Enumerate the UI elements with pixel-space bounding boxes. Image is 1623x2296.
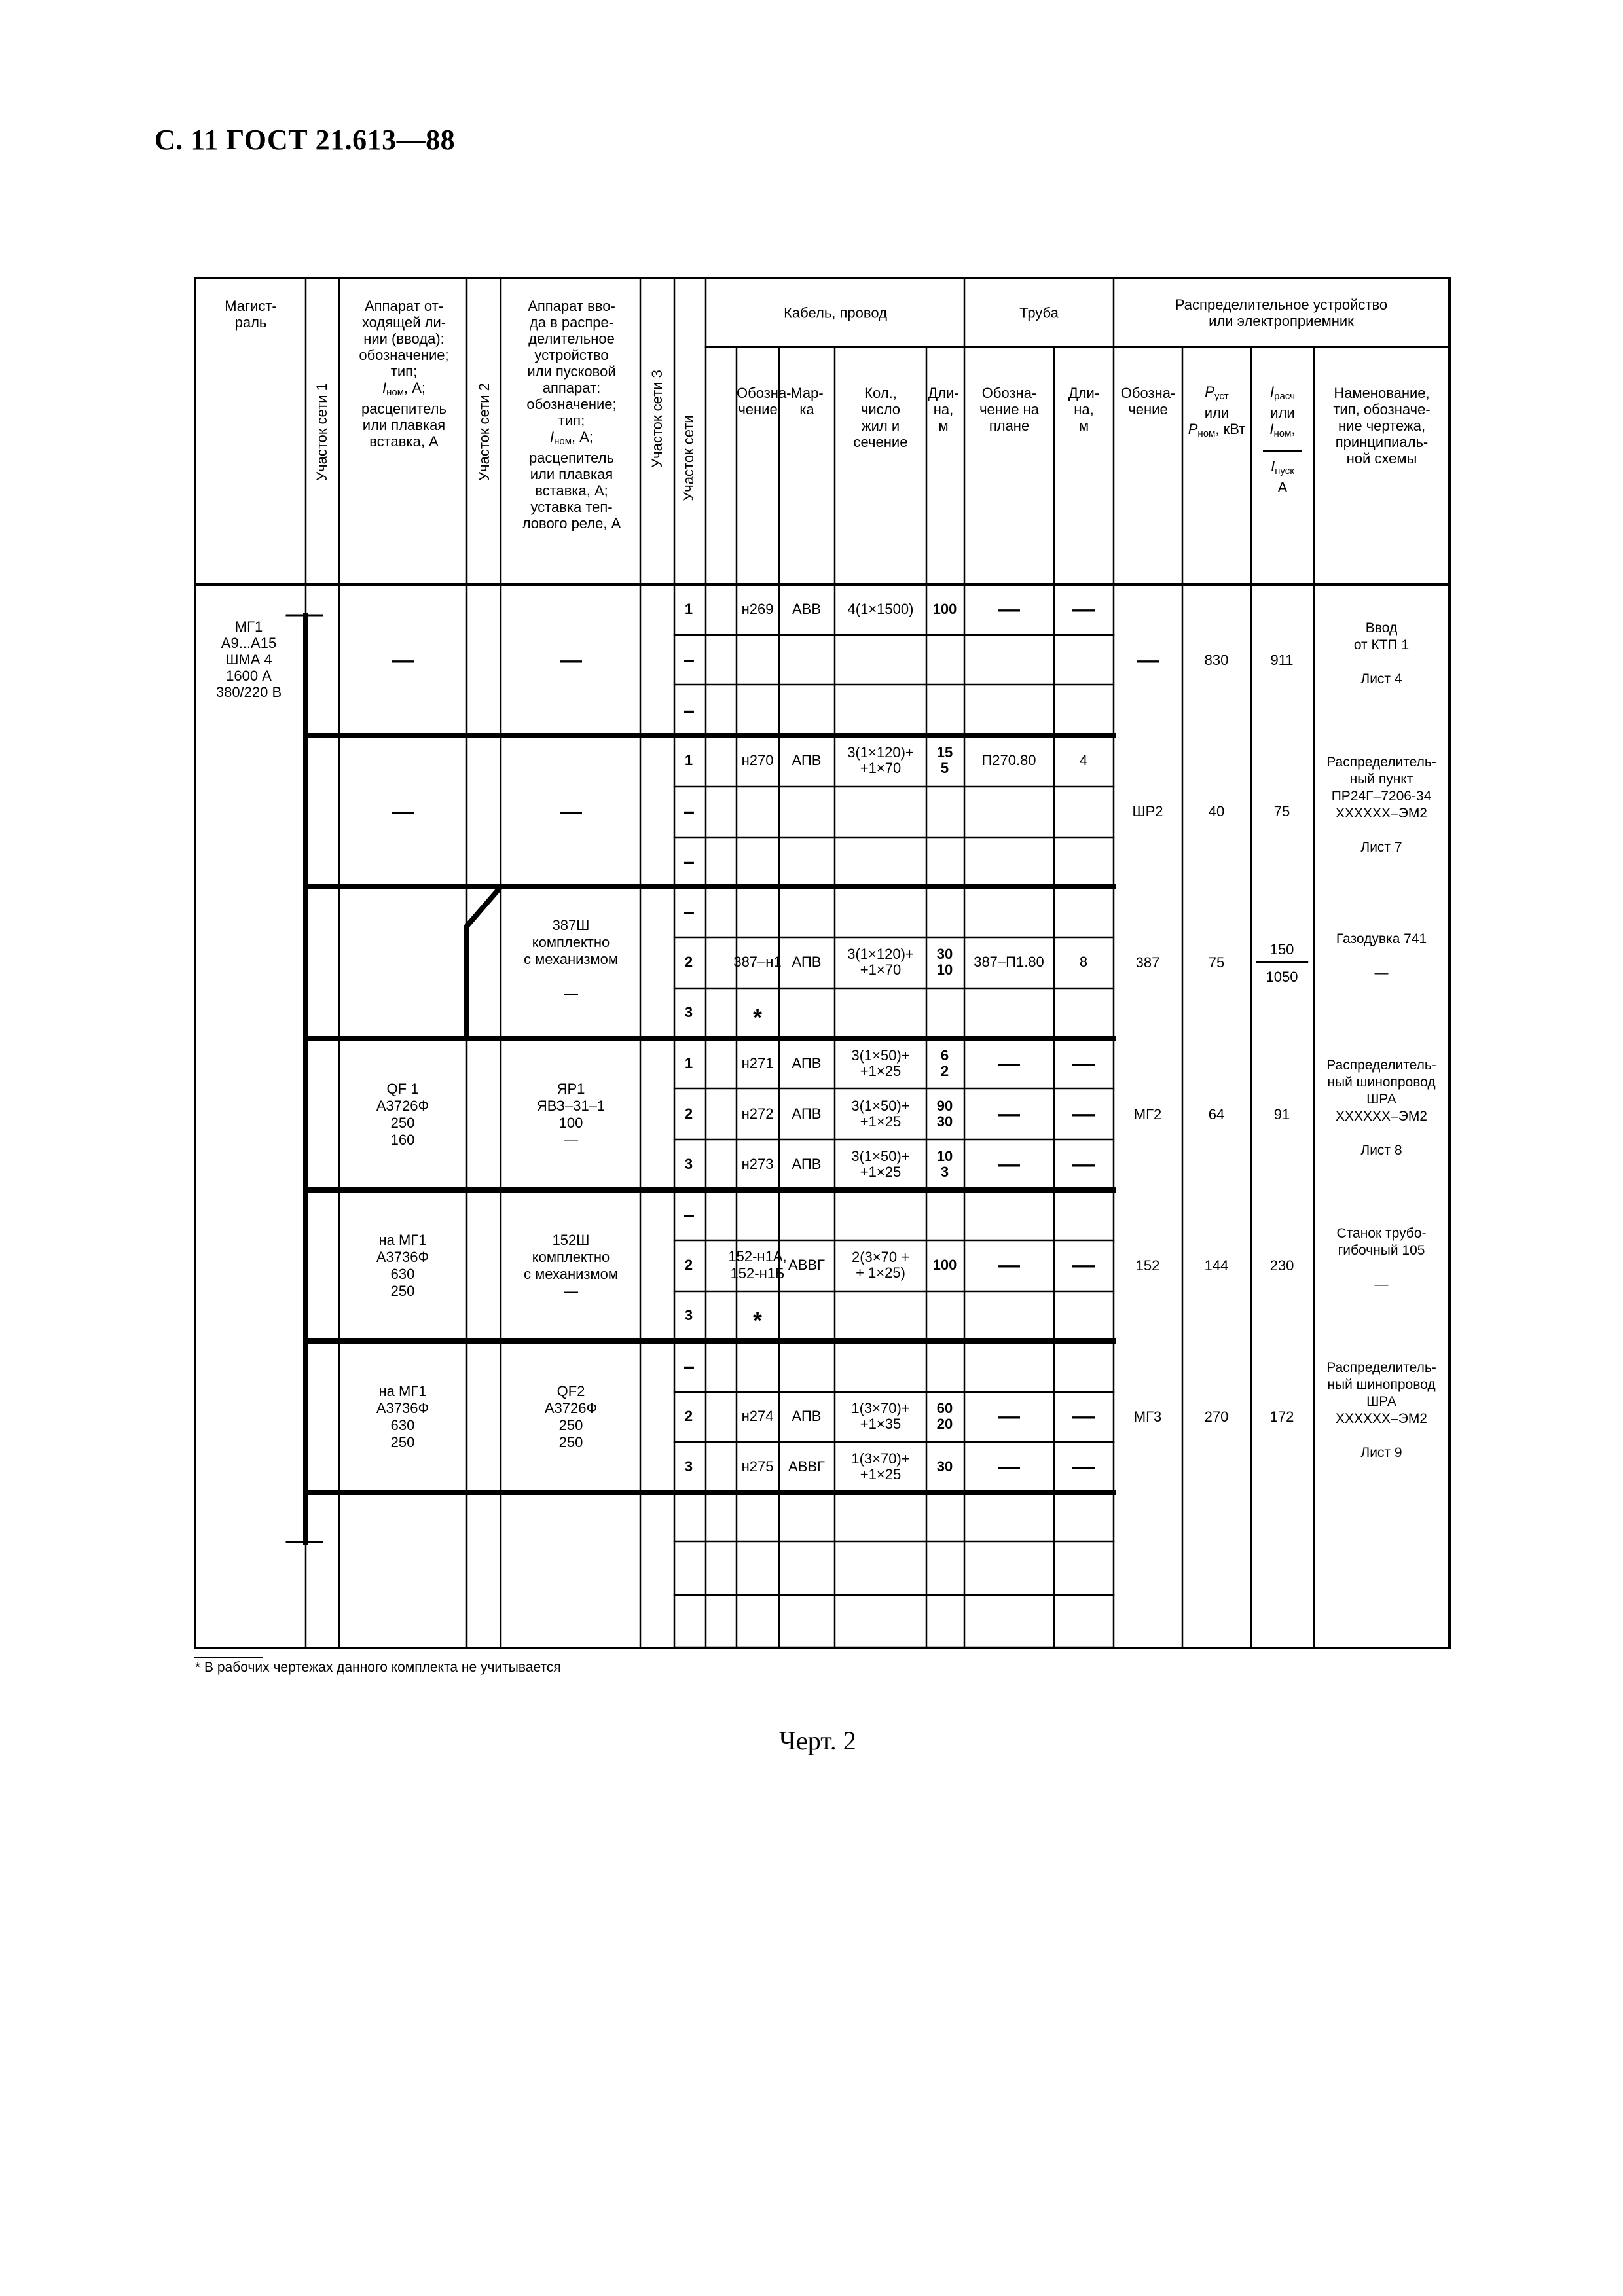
- uch-cell: 3: [684, 1004, 693, 1020]
- header-kabel: Кабель, провод: [784, 304, 887, 321]
- uch-cell: 2: [684, 1105, 693, 1122]
- k-dlina-cell: 30: [936, 1458, 953, 1475]
- r-i-bot-cell: 1050: [1266, 968, 1298, 985]
- k-kol-cell: 3(1×50)+ +1×25: [851, 1148, 910, 1180]
- t-dlina-cell: —: [1072, 1253, 1095, 1278]
- r-i-cell: 91: [1273, 1105, 1290, 1122]
- k-dlina-cell: 10 3: [936, 1148, 953, 1180]
- k-marka-cell: АВВГ: [788, 1458, 825, 1475]
- header-k-marka: Мар- ка: [790, 385, 824, 418]
- t-oboz-cell: П270.80: [981, 752, 1036, 768]
- r-oboz-cell: МГ2: [1133, 1105, 1162, 1122]
- apparat-vvoda-cell: —: [560, 798, 582, 824]
- uch-cell: –: [683, 698, 695, 722]
- header-apparat-otkh: Аппарат от- ходящей ли- нии (ввода): обозначение; тип; $I_{ном}$, А; расцепитель или плавкая вставка, А: [359, 298, 449, 450]
- k-oboz-cell: н274: [741, 1408, 774, 1424]
- uch-cell: –: [683, 900, 695, 924]
- t-oboz-cell: —: [998, 1454, 1020, 1479]
- apparat-otkh-cell: QF 1 А3726Ф 250 160: [376, 1080, 429, 1148]
- r-p-cell: 830: [1204, 651, 1229, 668]
- uch-cell: 2: [684, 1408, 693, 1424]
- header-magistral: Магист- раль: [225, 298, 277, 331]
- page-header: С. 11 ГОСТ 21.613—88: [155, 124, 456, 156]
- header-k-kol: Кол., число жил и сечение: [853, 385, 908, 450]
- uch-cell: 3: [684, 1458, 693, 1475]
- r-i-cell: 75: [1273, 802, 1290, 819]
- uch-cell: –: [683, 1203, 695, 1227]
- k-kol-cell: 3(1×120)+ +1×70: [847, 744, 914, 776]
- k-oboz-cell: *: [752, 1307, 763, 1334]
- magistral-label: МГ1 А9...А15 ШМА 4 1600 А 380/220 В: [215, 619, 282, 700]
- r-oboz-cell: ШР2: [1132, 802, 1163, 819]
- uch-cell: 3: [684, 1156, 693, 1172]
- k-kol-cell: 2(3×70 + + 1×25): [851, 1249, 910, 1281]
- r-i-top-cell: 150: [1269, 941, 1294, 958]
- apparat-vvoda-cell: ЯР1 ЯВЗ–31–1 100 —: [536, 1080, 606, 1148]
- k-dlina-cell: 15 5: [936, 744, 953, 776]
- r-i-cell: 230: [1269, 1257, 1294, 1274]
- k-dlina-cell: 30 10: [936, 946, 953, 978]
- k-oboz-cell: н272: [741, 1105, 774, 1122]
- r-name-cell: Газодувка 741 —: [1336, 931, 1427, 980]
- k-oboz-cell: 387–н1: [733, 954, 782, 970]
- header-r-oboz: Обозна- чение: [1120, 385, 1176, 418]
- r-oboz-cell: —: [1137, 647, 1159, 673]
- header-uchastok-2: Участок сети 2: [476, 383, 492, 481]
- k-oboz-cell: н273: [741, 1156, 774, 1172]
- r-name-cell: Станок трубо- гибочный 105 —: [1336, 1225, 1427, 1292]
- r-name-cell: Распределитель- ный шинопровод ШРА XXXXXX–ЭМ2 Лист 8: [1326, 1057, 1436, 1158]
- t-oboz-cell: 387–П1.80: [974, 954, 1044, 970]
- header-t-dlina: Дли- на, м: [1068, 385, 1100, 434]
- k-kol-cell: 3(1×120)+ +1×70: [847, 946, 914, 978]
- r-name-cell: Ввод от КТП 1 Лист 4: [1353, 620, 1410, 687]
- header-r-i: $I_{расч}$ или $I_{ном}$, $I_{пуск}$ А: [1251, 384, 1314, 495]
- t-dlina-cell: —: [1072, 1152, 1095, 1177]
- uch-cell: 1: [684, 1055, 693, 1071]
- header-apparat-vvoda: Аппарат вво- да в распре- делительное устройство или пусковой аппарат: обозначение; тип; $I_{ном}$, А; расцепитель или плавкая вставка, А; уставка теп- лового реле, А: [522, 298, 621, 531]
- header-raspred: Распределительное устройство или электроприемник: [1175, 296, 1388, 329]
- k-dlina-cell: 100: [932, 1257, 957, 1273]
- r-p-cell: 270: [1204, 1408, 1229, 1425]
- r-p-cell: 75: [1208, 954, 1225, 971]
- t-oboz-cell: —: [998, 1253, 1020, 1278]
- apparat-otkh-cell: —: [392, 647, 414, 673]
- header-k-dlina: Дли- на, м: [928, 385, 959, 434]
- k-marka-cell: АВВГ: [788, 1257, 825, 1273]
- footnote: * В рабочих чертежах данного комплекта не учитывается: [195, 1660, 561, 1675]
- apparat-vvoda-cell: QF2 А3726Ф 250 250: [544, 1382, 598, 1450]
- r-oboz-cell: 387: [1135, 954, 1160, 971]
- k-oboz-cell: н270: [741, 752, 774, 768]
- uch-cell: 1: [684, 601, 693, 617]
- r-p-cell: 64: [1208, 1105, 1225, 1122]
- header-r-p: $P_{уст}$ или $P_{ном}$, кВт: [1188, 384, 1246, 439]
- k-kol-cell: 3(1×50)+ +1×25: [851, 1047, 910, 1079]
- uch-cell: 2: [684, 1257, 693, 1273]
- k-kol-cell: 4(1×1500): [847, 601, 914, 617]
- k-oboz-cell: 152-н1А, 152-н1Б: [728, 1248, 787, 1282]
- uch-cell: –: [683, 648, 695, 672]
- k-kol-cell: 1(3×70)+ +1×35: [851, 1400, 910, 1432]
- r-p-cell: 144: [1204, 1257, 1229, 1274]
- t-dlina-cell: —: [1072, 597, 1095, 622]
- t-oboz-cell: —: [998, 1152, 1020, 1177]
- k-oboz-cell: *: [752, 1004, 763, 1031]
- t-oboz-cell: —: [998, 1051, 1020, 1076]
- k-marka-cell: АПВ: [792, 1105, 822, 1122]
- uch-cell: –: [683, 1354, 695, 1378]
- figure-caption: Черт. 2: [779, 1726, 856, 1755]
- uch-cell: –: [683, 850, 695, 873]
- k-oboz-cell: н275: [741, 1458, 774, 1475]
- k-dlina-cell: 60 20: [936, 1400, 953, 1432]
- r-p-cell: 40: [1208, 802, 1225, 819]
- apparat-otkh-cell: на МГ1 А3736Ф 630 250: [376, 1382, 429, 1450]
- header-uchastok-1: Участок сети 1: [314, 383, 330, 481]
- uch-cell: 3: [684, 1307, 693, 1323]
- k-marka-cell: АПВ: [792, 954, 822, 970]
- t-dlina-cell: —: [1072, 1454, 1095, 1479]
- r-oboz-cell: 152: [1135, 1257, 1160, 1274]
- k-oboz-cell: н271: [741, 1055, 774, 1071]
- r-name-cell: Распределитель- ный пункт ПР24Г–7206-34 XXXXXX–ЭМ2 Лист 7: [1326, 754, 1436, 855]
- k-dlina-cell: 90 30: [936, 1098, 953, 1130]
- k-marka-cell: АПВ: [792, 752, 822, 768]
- r-i-cell: 911: [1270, 651, 1294, 668]
- k-oboz-cell: н269: [741, 601, 774, 617]
- apparat-vvoda-cell: 152Ш комплектно с механизмом —: [524, 1231, 618, 1299]
- t-oboz-cell: —: [998, 597, 1020, 622]
- header-uchastok-seti: Участок сети: [680, 415, 697, 501]
- t-dlina-cell: —: [1072, 1404, 1095, 1429]
- k-kol-cell: 1(3×70)+ +1×25: [851, 1450, 910, 1482]
- header-t-oboz: Обозна- чение на плане: [979, 385, 1039, 434]
- k-marka-cell: АВВ: [792, 601, 822, 617]
- header-r-name: Наменование, тип, обозначе- ние чертежа, принципиаль- ной схемы: [1333, 385, 1431, 467]
- uch-cell: 2: [684, 954, 693, 970]
- header-uchastok-3: Участок сети 3: [649, 370, 665, 468]
- r-i-cell: 172: [1269, 1408, 1294, 1425]
- t-dlina-cell: —: [1072, 1102, 1095, 1126]
- t-dlina-cell: 8: [1079, 954, 1088, 970]
- k-dlina-cell: 6 2: [940, 1047, 949, 1079]
- t-dlina-cell: 4: [1079, 752, 1088, 768]
- r-oboz-cell: МГ3: [1133, 1408, 1162, 1425]
- k-kol-cell: 3(1×50)+ +1×25: [851, 1098, 910, 1130]
- apparat-otkh-cell: на МГ1 А3736Ф 630 250: [376, 1231, 429, 1299]
- r-name-cell: Распределитель- ный шинопровод ШРА XXXXXX–ЭМ2 Лист 9: [1326, 1359, 1436, 1460]
- t-oboz-cell: —: [998, 1404, 1020, 1429]
- k-marka-cell: АПВ: [792, 1156, 822, 1172]
- apparat-vvoda-cell: 387Ш комплектно с механизмом —: [524, 916, 618, 1001]
- k-marka-cell: АПВ: [792, 1055, 822, 1071]
- t-dlina-cell: —: [1072, 1051, 1095, 1076]
- uch-cell: 1: [684, 752, 693, 768]
- k-marka-cell: АПВ: [792, 1408, 822, 1424]
- apparat-otkh-cell: —: [392, 798, 414, 824]
- header-truba: Труба: [1019, 304, 1059, 321]
- k-dlina-cell: 100: [932, 601, 957, 617]
- apparat-vvoda-cell: —: [560, 647, 582, 673]
- t-oboz-cell: —: [998, 1102, 1020, 1126]
- header-k-oboz: Обозна- чение: [737, 385, 792, 418]
- uch-cell: –: [683, 799, 695, 823]
